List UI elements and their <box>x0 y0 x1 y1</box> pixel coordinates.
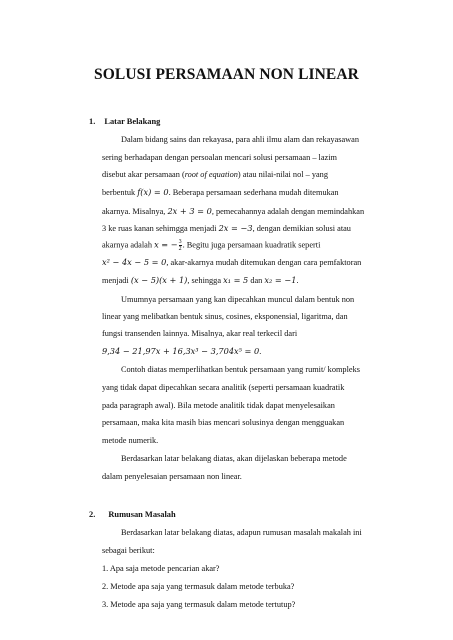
paragraph-1-line-5: akarnya. Misalnya, 2x + 3 = 0, pemecahannya adalah dengan memindahkan <box>102 206 365 216</box>
paragraph-3-line-4: persamaan, maka kita masih bias mencari solusinya dengan mengguakan <box>102 418 345 427</box>
paragraph-1-line-6: 3 ke ruas kanan sehimgga menjadi 2x = −3, dengan demikian solusi atau <box>102 223 351 233</box>
section-1-title: Latar Belakang <box>104 117 161 126</box>
equation-factored: (x − 5)(x + 1) <box>130 275 188 285</box>
paragraph-4-line-2: dalam penyelesaian persamaan non linear. <box>102 472 242 481</box>
list-item: 2. Metode apa saja yang termasuk dalam metode terbuka? <box>102 582 295 591</box>
paragraph-3-line-3: pada paragraph awal). Bila metode analitik tidak dapat menyelesaikan <box>102 401 335 410</box>
equation-polynomial: 9,34 − 21,97x + 16,3x³ − 3,704x⁵ = 0 <box>102 346 260 356</box>
section-2-heading <box>89 510 176 519</box>
paragraph-1-line-3: disebut akar persamaan (root of equation) atau nilai-nilai nol – yang <box>102 170 328 179</box>
equation-quadratic: x² − 4x − 5 = 0 <box>102 257 167 267</box>
section-2-intro-line-1: Berdasarkan latar belakang diatas, adapun rumusan masalah makalah ini <box>121 528 362 537</box>
paragraph-4-line-1: Berdasarkan latar belakang diatas, akan dijelaskan beberapa metode <box>121 454 347 463</box>
section-1-heading <box>89 117 160 126</box>
paragraph-3-line-2: yang tidak dapat dipecahkan secara analitik (seperti persamaan kuadratik <box>102 383 345 392</box>
paragraph-2-line-1: Umumnya persamaan yang kan dipecahkan muncul dalam bentuk non <box>121 295 355 304</box>
paragraph-1-line-1: Dalam bidang sains dan rekayasa, para ahli ilmu alam dan rekayasawan <box>121 135 359 144</box>
equation-linear: 2x + 3 = 0 <box>167 206 212 216</box>
paragraph-1-line-4: berbentuk f(x) = 0. Beberapa persamaan sederhana mudah ditemukan <box>102 187 339 197</box>
equation-solution: x = − <box>154 239 178 250</box>
paragraph-1-line-2: sering berhadapan dengan persoalan mencari solusi persamaan – lazim <box>102 153 337 162</box>
paragraph-2-line-3: fungsi transenden lainnya. Misalnya, akar real terkecil dari <box>102 329 298 338</box>
section-2-title: Rumusan Masalah <box>108 510 176 519</box>
equation-root-1: x₁ = 5 <box>223 275 249 285</box>
paragraph-1-line-9: menjadi (x − 5)(x + 1), sehingga x₁ = 5 dan x₂ = −1. <box>102 275 299 285</box>
equation-fx: f(x) = 0 <box>137 187 169 197</box>
equation-root-2: x₂ = −1 <box>264 275 297 285</box>
paragraph-1-line-8: x² − 4x − 5 = 0, akar-akarnya mudah ditemukan dengan cara pemfaktoran <box>102 257 362 267</box>
section-2-intro-line-2: sebagai berikut: <box>102 546 155 555</box>
section-1-number: 1. <box>89 117 96 126</box>
paragraph-2-line-4: 9,34 − 21,97x + 16,3x³ − 3,704x⁵ = 0. <box>102 346 262 356</box>
paragraph-3-line-1: Contoh diatas memperlihatkan bentuk persamaan yang rumit/ kompleks <box>121 365 360 374</box>
paragraph-2-line-2: linear yang melibatkan bentuk sinus, cosines, eksponensial, ligaritma, dan <box>102 312 348 321</box>
fraction-three-halves: $\frac{3}{2}$ <box>178 239 182 252</box>
section-2-number: 2. <box>89 510 96 519</box>
paragraph-1-line-7: akarnya adalah x = − $\frac{3}{2}$ . Begitu juga persamaan kuadratik seperti <box>102 239 321 252</box>
paragraph-3-line-5: metode numerik. <box>102 436 159 445</box>
list-item: 3. Metode apa saja yang termasuk dalam metode tertutup? <box>102 600 296 609</box>
equation-moved: 2x = −3 <box>218 223 253 233</box>
term-root-of-equation: root of equation <box>184 170 238 179</box>
list-item: 1. Apa saja metode pencarian akar? <box>102 564 220 573</box>
document-title: SOLUSI PERSAMAAN NON LINEAR <box>94 66 359 83</box>
